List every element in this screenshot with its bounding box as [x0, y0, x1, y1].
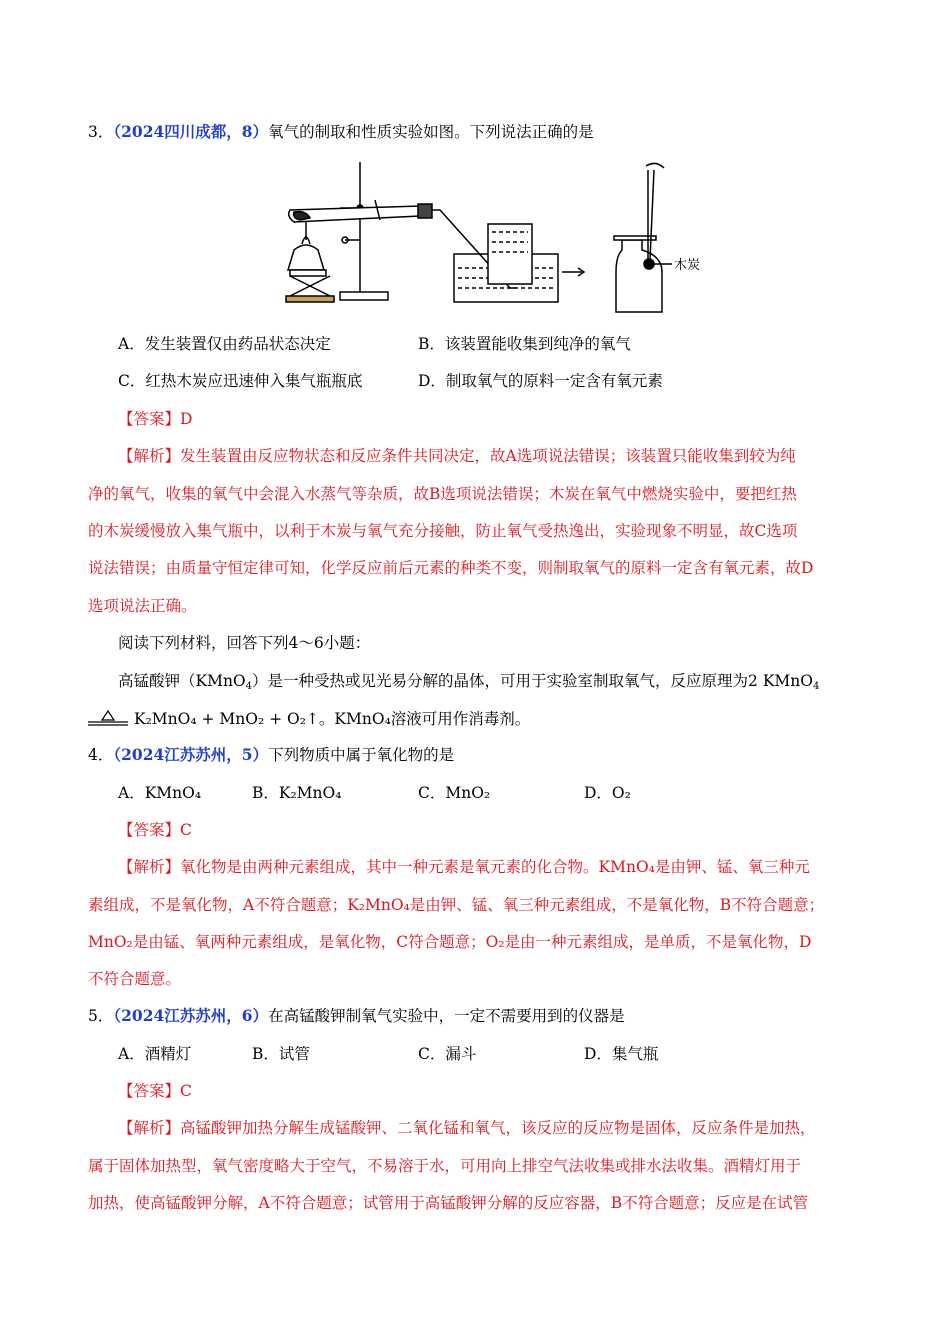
- q5-option-a: A．酒精灯: [118, 1045, 192, 1063]
- q5-source: （2024江苏苏州，6）: [113, 1006, 269, 1025]
- charcoal-label: 木炭: [674, 258, 701, 273]
- q4-answer: 【答案】C: [118, 821, 192, 839]
- q4-option-d: D．O₂: [584, 784, 631, 802]
- q4-option-b: B．K₂MnO₄: [252, 784, 342, 802]
- q4-stem: 下列物质中属于氧化物的是: [268, 746, 455, 764]
- reaction-equation: K₂MnO₄ + MnO₂ + O₂↑。KMnO₄溶液可用作消毒剂。: [134, 710, 531, 728]
- gas-bottle: [616, 240, 662, 312]
- q5-number: 5．: [88, 1007, 114, 1025]
- lab-jack-base: [286, 296, 334, 302]
- q4-analysis-line-4: 不符合题意。: [88, 970, 182, 988]
- q3-stem: 氧气的制取和性质实验如图。下列说法正确的是: [268, 123, 594, 141]
- q3-stem-line: [88, 122, 594, 142]
- q4-option-c: C．MnO₂: [418, 784, 491, 802]
- q3-apparatus-figure: [280, 160, 720, 320]
- q3-analysis-line-4: 说法错误；由质量守恒定律可知，化学反应前后元素的种类不变，则制取氧气的原料一定含有氧元素，故D: [88, 559, 814, 577]
- q3-option-d: D．制取氧气的原料一定含有氧元素: [418, 372, 663, 390]
- heating-condition-symbol: [88, 708, 128, 728]
- test-tube: [289, 206, 420, 222]
- q3-analysis-line-1: 【解析】发生装置由反应物状态和反应条件共同决定，故A选项说法错误；该装置只能收集到较为纯: [118, 447, 796, 465]
- q3-option-c: C．红热木炭应迅速伸入集气瓶瓶底: [118, 372, 363, 390]
- charcoal: [644, 259, 654, 269]
- q4-number: 4．: [88, 746, 114, 764]
- stand-base: [340, 292, 388, 300]
- material-intro: 阅读下列材料，回答下列4～6小题：: [118, 634, 371, 652]
- q3-number: 3．: [88, 123, 114, 141]
- q5-analysis-line-3: 加热，使高锰酸钾分解，A不符合题意；试管用于高锰酸钾分解的反应容器，B不符合题意；反应是在试管: [88, 1194, 809, 1212]
- q5-analysis-line-1: 【解析】高锰酸钾加热分解生成锰酸钾、二氧化锰和氧气，该反应的反应物是固体，反应条件是加热，: [118, 1119, 816, 1137]
- material-paragraph-1: 高锰酸钾（KMnO$_4$）是一种受热或见光易分解的晶体，可用于实验室制取氧气，反应原理为2 KMnO$_4$: [118, 672, 820, 692]
- q5-option-b: B．试管: [252, 1045, 310, 1063]
- q4-analysis-line-2: 素组成，不是氧化物，A不符合题意；K₂MnO₄是由钾、锰、氧三种元素组成，不是氧化物，B不符合题意；: [88, 896, 825, 914]
- q5-stem-line: [88, 1006, 625, 1026]
- q3-source: （2024四川成都，8）: [113, 122, 269, 141]
- q3-option-b: B．该装置能收集到纯净的氧气: [418, 335, 631, 353]
- q4-analysis-line-3: MnO₂是由锰、氧两种元素组成，是氧化物，C符合题意；O₂是由一种元素组成，是单质，不是氧化物，D: [88, 933, 812, 951]
- q4-option-a: A．KMnO₄: [118, 784, 202, 802]
- q4-stem-line: [88, 745, 454, 765]
- q3-analysis-line-5: 选项说法正确。: [88, 597, 197, 615]
- q3-analysis-line-3: 的木炭缓慢放入集气瓶中，以利于木炭与氧气充分接触，防止氧气受热逸出，实验现象不明显，故C选项: [88, 522, 798, 540]
- q5-answer: 【答案】C: [118, 1082, 192, 1100]
- material-paragraph-2: [88, 708, 530, 729]
- q4-source: （2024江苏苏州，5）: [113, 745, 269, 764]
- q5-analysis-line-2: 属于固体加热型，氧气密度略大于空气，不易溶于水，可用向上排空气法收集或排水法收集。酒精灯用于: [88, 1157, 802, 1175]
- q3-analysis-tag: 【解析】: [118, 447, 181, 465]
- alcohol-lamp: [288, 245, 324, 270]
- q3-option-a: A．发生装置仅由药品状态决定: [118, 335, 331, 353]
- q5-option-c: C．漏斗: [418, 1045, 477, 1063]
- collecting-bottle-inverted: [488, 224, 532, 284]
- q3-answer: 【答案】D: [118, 410, 193, 428]
- q3-analysis-line-2: 净的氧气，收集的氧气中会混入水蒸气等杂质，故B选项说法错误；木炭在氧气中燃烧实验中，要把红热: [88, 485, 797, 503]
- q5-stem: 在高锰酸钾制氧气实验中，一定不需要用到的仪器是: [268, 1007, 625, 1025]
- q4-analysis-line-1: 【解析】氧化物是由两种元素组成，其中一种元素是氧元素的化合物。KMnO₄是由钾、锰、氧三种元: [118, 858, 810, 876]
- q5-option-d: D．集气瓶: [584, 1045, 659, 1063]
- stopper: [418, 204, 432, 218]
